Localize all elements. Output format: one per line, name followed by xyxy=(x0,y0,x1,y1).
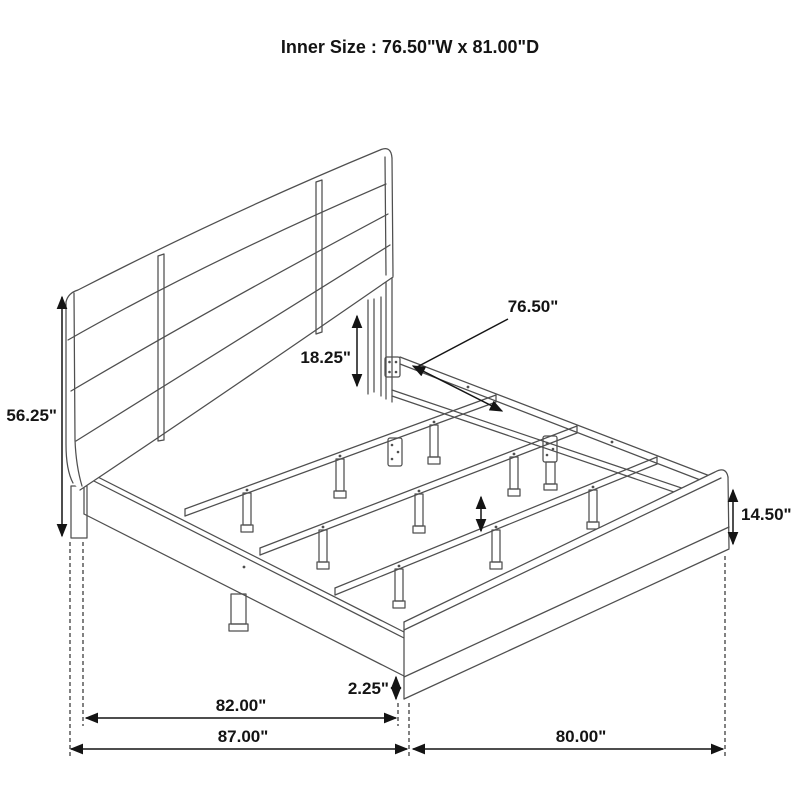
dim-label-footboard-height: 14.50" xyxy=(741,505,792,524)
dim-footboard-height xyxy=(733,490,792,544)
dim-label-inner-width: 76.50" xyxy=(507,297,559,316)
dim-label-base-height: 2.25" xyxy=(347,679,389,698)
dim-label-overall-depth: 87.00" xyxy=(217,727,269,746)
dim-label-headboard-to-rail: 18.25" xyxy=(300,348,351,367)
dim-slat-span xyxy=(86,696,396,718)
footboard xyxy=(404,468,729,699)
dim-label-overall-width: 80.00" xyxy=(555,727,607,746)
dim-label-headboard-height: 56.25" xyxy=(6,406,57,425)
leader-line-inner-width xyxy=(417,319,508,367)
dim-headboard-height xyxy=(6,297,62,536)
dim-overall-depth xyxy=(71,727,407,749)
rail-a-legs xyxy=(241,421,440,532)
dim-base-height xyxy=(348,677,396,699)
bed-drawing xyxy=(66,149,729,699)
dim-overall-width xyxy=(413,727,723,749)
diagram-title: Inner Size : 76.50"W x 81.00"D xyxy=(280,37,540,57)
dim-inner-width xyxy=(413,297,558,411)
rail-b-legs xyxy=(317,453,520,569)
dim-label-slat-span: 82.00" xyxy=(215,696,267,715)
left-side-rail xyxy=(84,470,404,676)
